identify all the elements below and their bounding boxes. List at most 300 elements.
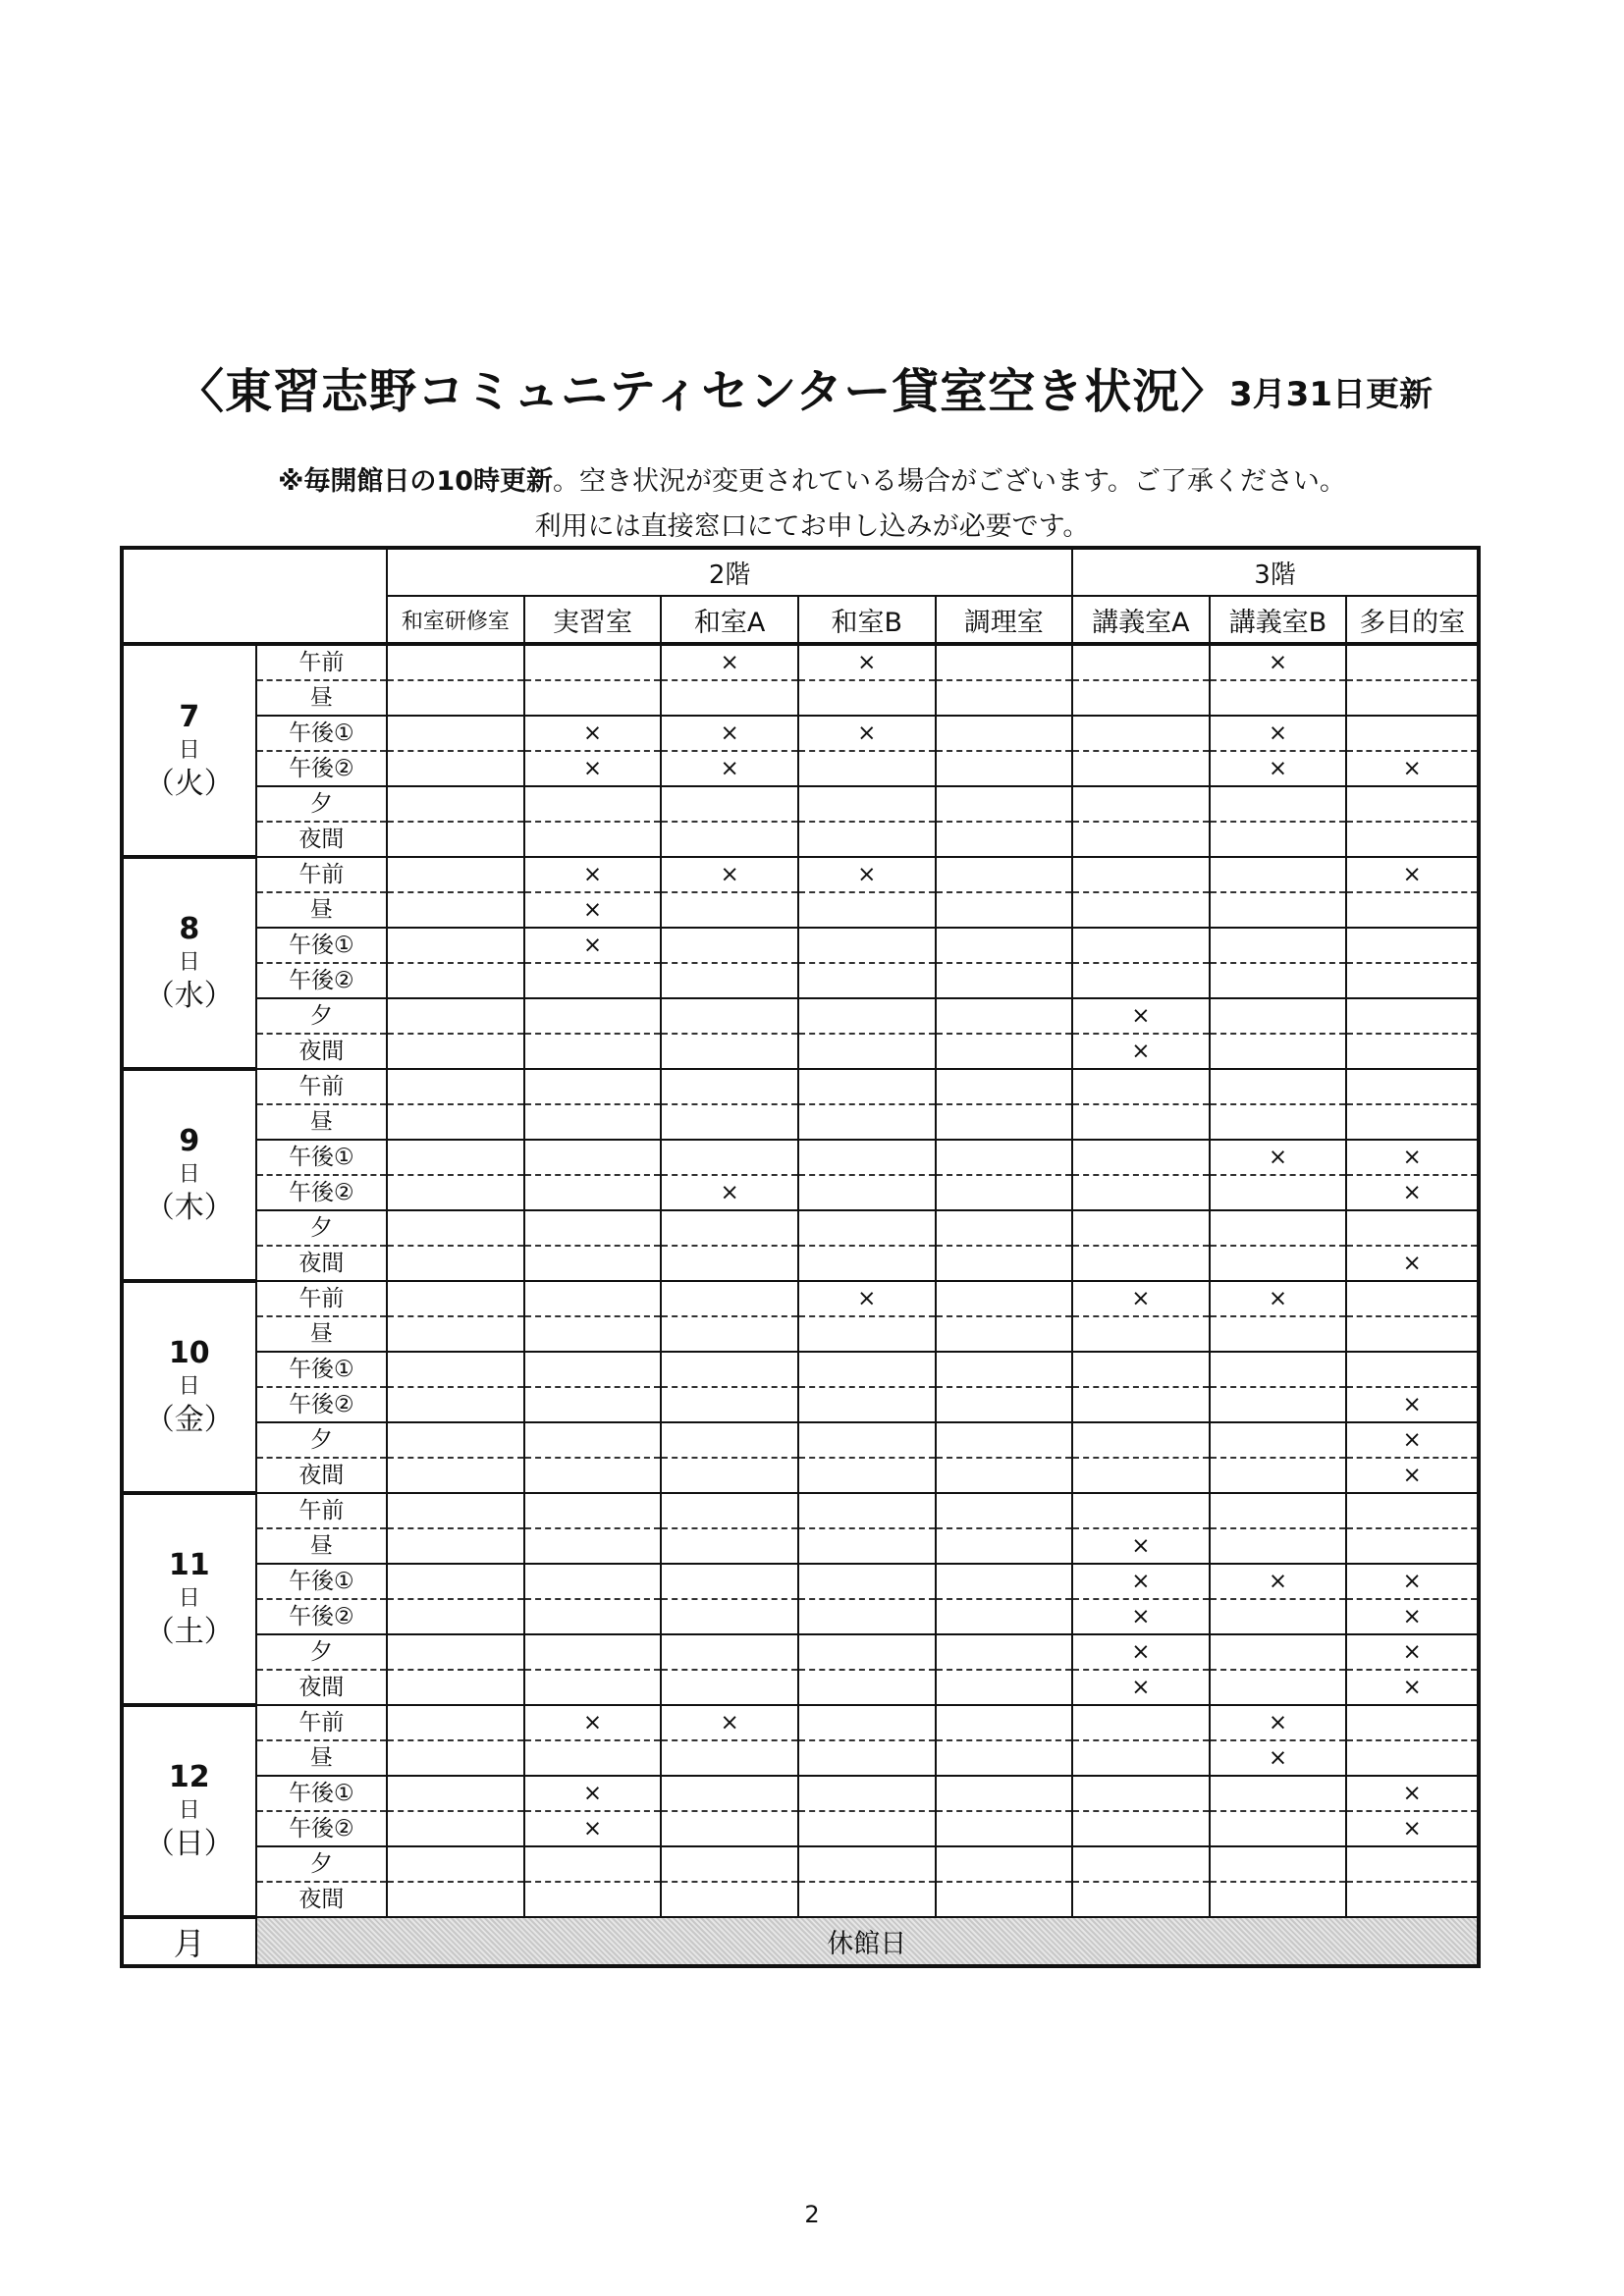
available-cell	[524, 1210, 662, 1246]
room-header: 和室A	[661, 596, 798, 644]
available-cell	[1072, 1458, 1210, 1493]
booked-mark: ×	[1210, 1281, 1347, 1316]
available-cell	[661, 1316, 798, 1352]
available-cell	[798, 1599, 936, 1634]
available-cell	[661, 1776, 798, 1811]
day-cell	[122, 1493, 256, 1705]
update-date: 3月31日更新	[1229, 375, 1433, 414]
available-cell	[936, 822, 1073, 857]
available-cell	[936, 1104, 1073, 1140]
available-cell	[661, 1140, 798, 1175]
day-number: 8	[179, 912, 200, 946]
available-cell	[1072, 680, 1210, 716]
available-cell	[1072, 1352, 1210, 1387]
closed-day-label: 月	[122, 1917, 256, 1966]
available-cell	[798, 1422, 936, 1458]
available-cell	[798, 1352, 936, 1387]
day-unit: 日	[178, 1374, 200, 1399]
slot-label: 午後②	[256, 1811, 388, 1846]
available-cell	[661, 1422, 798, 1458]
slot-label: 午前	[256, 1069, 388, 1104]
available-cell	[387, 1104, 524, 1140]
available-cell	[524, 1564, 662, 1599]
available-cell	[1210, 1599, 1347, 1634]
available-cell	[798, 822, 936, 857]
available-cell	[524, 1458, 662, 1493]
available-cell	[936, 1599, 1073, 1634]
available-cell	[936, 1316, 1073, 1352]
available-cell	[936, 786, 1073, 822]
available-cell	[387, 1387, 524, 1422]
day-cell	[122, 644, 256, 857]
booked-mark: ×	[1210, 1705, 1347, 1740]
available-cell	[387, 1705, 524, 1740]
available-cell	[1346, 1034, 1479, 1069]
slot-row	[122, 1034, 1479, 1069]
slot-row	[122, 1352, 1479, 1387]
booked-mark: ×	[1346, 1599, 1479, 1634]
slot-label: 午前	[256, 857, 388, 892]
day-number: 7	[179, 699, 200, 734]
booked-mark: ×	[1346, 1670, 1479, 1705]
available-cell	[661, 1034, 798, 1069]
booked-mark: ×	[798, 857, 936, 892]
available-cell	[1072, 1140, 1210, 1175]
available-cell	[798, 786, 936, 822]
slot-row	[122, 1846, 1479, 1882]
available-cell	[387, 1776, 524, 1811]
available-cell	[524, 998, 662, 1034]
available-cell	[1072, 963, 1210, 998]
booked-mark: ×	[1346, 1246, 1479, 1281]
day-number: 12	[168, 1760, 210, 1794]
available-cell	[524, 680, 662, 716]
available-cell	[387, 680, 524, 716]
available-cell	[661, 963, 798, 998]
available-cell	[1346, 1281, 1479, 1316]
available-cell	[387, 822, 524, 857]
room-header: 和室研修室	[387, 596, 524, 644]
available-cell	[1346, 1740, 1479, 1776]
notice-line-1	[0, 459, 1624, 498]
header-corner	[122, 548, 387, 644]
slot-row	[122, 1210, 1479, 1246]
slot-row	[122, 1599, 1479, 1634]
available-cell	[524, 1069, 662, 1104]
slot-label: 午後②	[256, 1599, 388, 1634]
available-cell	[661, 892, 798, 928]
day-cell	[122, 1281, 256, 1493]
booked-mark: ×	[1072, 998, 1210, 1034]
slot-row	[122, 644, 1479, 680]
available-cell	[1346, 786, 1479, 822]
slot-row	[122, 1140, 1479, 1175]
available-cell	[524, 1740, 662, 1776]
slot-label: 夕	[256, 1210, 388, 1246]
available-cell	[1346, 1104, 1479, 1140]
booked-mark: ×	[798, 1281, 936, 1316]
available-cell	[387, 1316, 524, 1352]
slot-label: 午前	[256, 1281, 388, 1316]
available-cell	[661, 928, 798, 963]
booked-mark: ×	[661, 716, 798, 751]
booked-mark: ×	[1210, 1140, 1347, 1175]
slot-label: 夕	[256, 1846, 388, 1882]
slot-label: 午後①	[256, 1564, 388, 1599]
slot-label: 午後①	[256, 1140, 388, 1175]
available-cell	[936, 1034, 1073, 1069]
available-cell	[661, 1246, 798, 1281]
available-cell	[798, 1811, 936, 1846]
available-cell	[387, 1140, 524, 1175]
available-cell	[936, 751, 1073, 786]
booked-mark: ×	[524, 857, 662, 892]
available-cell	[798, 1069, 936, 1104]
slot-row	[122, 1458, 1479, 1493]
available-cell	[387, 1175, 524, 1210]
available-cell	[936, 1175, 1073, 1210]
booked-mark: ×	[661, 644, 798, 680]
available-cell	[661, 1564, 798, 1599]
available-cell	[661, 1740, 798, 1776]
available-cell	[387, 1493, 524, 1528]
available-cell	[936, 1811, 1073, 1846]
available-cell	[661, 1882, 798, 1917]
slot-label: 午後①	[256, 1352, 388, 1387]
slot-label: 午後②	[256, 751, 388, 786]
slot-label: 夕	[256, 1422, 388, 1458]
slot-label: 午後①	[256, 716, 388, 751]
closed-row	[122, 1917, 1479, 1966]
available-cell	[936, 1210, 1073, 1246]
booked-mark: ×	[1072, 1670, 1210, 1705]
booked-mark: ×	[524, 892, 662, 928]
slot-label: 午前	[256, 644, 388, 680]
available-cell	[936, 963, 1073, 998]
slot-row	[122, 857, 1479, 892]
available-cell	[1346, 1352, 1479, 1387]
available-cell	[798, 1846, 936, 1882]
available-cell	[1072, 1740, 1210, 1776]
available-cell	[936, 928, 1073, 963]
available-cell	[936, 1882, 1073, 1917]
booked-mark: ×	[798, 644, 936, 680]
available-cell	[387, 1811, 524, 1846]
booked-mark: ×	[1346, 1458, 1479, 1493]
available-cell	[1210, 1387, 1347, 1422]
day-weekday: （土）	[144, 1615, 234, 1649]
available-cell	[1210, 928, 1347, 963]
available-cell	[936, 716, 1073, 751]
slot-label: 夜間	[256, 1670, 388, 1705]
available-cell	[524, 786, 662, 822]
available-cell	[661, 1069, 798, 1104]
available-cell	[661, 1528, 798, 1564]
available-cell	[1072, 1387, 1210, 1422]
slot-row	[122, 1705, 1479, 1740]
available-cell	[524, 1422, 662, 1458]
available-cell	[1072, 1175, 1210, 1210]
available-cell	[661, 786, 798, 822]
available-cell	[1210, 1246, 1347, 1281]
available-cell	[936, 1634, 1073, 1670]
day-weekday: （日）	[144, 1827, 234, 1861]
available-cell	[1346, 1493, 1479, 1528]
day-number: 9	[179, 1124, 200, 1158]
available-cell	[661, 1493, 798, 1528]
available-cell	[1210, 1882, 1347, 1917]
available-cell	[798, 1458, 936, 1493]
notice-rest: 。空き状況が変更されている場合がございます。ご了承ください。	[552, 466, 1346, 497]
available-cell	[936, 680, 1073, 716]
slot-row	[122, 1422, 1479, 1458]
available-cell	[524, 644, 662, 680]
slot-row	[122, 751, 1479, 786]
available-cell	[798, 1034, 936, 1069]
slot-label: 昼	[256, 1316, 388, 1352]
available-cell	[387, 1740, 524, 1776]
available-cell	[524, 1528, 662, 1564]
available-cell	[1346, 644, 1479, 680]
available-cell	[661, 1634, 798, 1670]
available-cell	[524, 1599, 662, 1634]
slot-row	[122, 1811, 1479, 1846]
available-cell	[798, 1104, 936, 1140]
available-cell	[936, 1352, 1073, 1387]
available-cell	[1346, 1882, 1479, 1917]
available-cell	[1072, 1846, 1210, 1882]
day-unit: 日	[178, 950, 200, 975]
available-cell	[1072, 822, 1210, 857]
booked-mark: ×	[1346, 751, 1479, 786]
available-cell	[387, 644, 524, 680]
booked-mark: ×	[1346, 1564, 1479, 1599]
available-cell	[524, 1316, 662, 1352]
slot-row	[122, 1634, 1479, 1670]
available-cell	[387, 1634, 524, 1670]
available-cell	[387, 1281, 524, 1316]
available-cell	[936, 892, 1073, 928]
available-cell	[387, 1882, 524, 1917]
booked-mark: ×	[1210, 751, 1347, 786]
available-cell	[387, 928, 524, 963]
available-cell	[798, 1564, 936, 1599]
table-header	[122, 548, 1479, 644]
day-weekday: （金）	[144, 1403, 234, 1437]
slot-row	[122, 998, 1479, 1034]
slot-label: 午後①	[256, 928, 388, 963]
day-unit: 日	[178, 1798, 200, 1823]
available-cell	[524, 1034, 662, 1069]
available-cell	[936, 1281, 1073, 1316]
booked-mark: ×	[1210, 644, 1347, 680]
booked-mark: ×	[524, 716, 662, 751]
available-cell	[661, 1387, 798, 1422]
available-cell	[798, 680, 936, 716]
available-cell	[1210, 963, 1347, 998]
day-number: 10	[168, 1336, 210, 1370]
slot-row	[122, 1281, 1479, 1316]
available-cell	[1210, 892, 1347, 928]
slot-row	[122, 1670, 1479, 1705]
available-cell	[1346, 998, 1479, 1034]
available-cell	[936, 1564, 1073, 1599]
booked-mark: ×	[524, 1776, 662, 1811]
available-cell	[1072, 716, 1210, 751]
slot-label: 昼	[256, 1104, 388, 1140]
slot-row	[122, 1246, 1479, 1281]
available-cell	[661, 1599, 798, 1634]
available-cell	[661, 998, 798, 1034]
slot-row	[122, 1175, 1479, 1210]
available-cell	[387, 1528, 524, 1564]
available-cell	[387, 1210, 524, 1246]
booked-mark: ×	[798, 716, 936, 751]
available-cell	[524, 1493, 662, 1528]
availability-table	[120, 546, 1481, 1968]
room-header: 実習室	[524, 596, 662, 644]
booked-mark: ×	[1210, 1740, 1347, 1776]
available-cell	[1072, 644, 1210, 680]
slot-label: 夜間	[256, 822, 388, 857]
available-cell	[1210, 1528, 1347, 1564]
available-cell	[798, 1387, 936, 1422]
slot-label: 夜間	[256, 1246, 388, 1281]
available-cell	[936, 1458, 1073, 1493]
room-header: 講義室A	[1072, 596, 1210, 644]
booked-mark: ×	[1346, 1387, 1479, 1422]
available-cell	[936, 1705, 1073, 1740]
available-cell	[798, 1776, 936, 1811]
available-cell	[524, 1281, 662, 1316]
slot-row	[122, 892, 1479, 928]
room-header: 多目的室	[1346, 596, 1479, 644]
slot-row	[122, 928, 1479, 963]
available-cell	[1210, 1493, 1347, 1528]
slot-label: 昼	[256, 892, 388, 928]
available-cell	[1210, 1210, 1347, 1246]
slot-label: 午後②	[256, 1387, 388, 1422]
available-cell	[1346, 963, 1479, 998]
available-cell	[798, 892, 936, 928]
page-number: 2	[804, 2201, 820, 2228]
available-cell	[1072, 1882, 1210, 1917]
available-cell	[1346, 1846, 1479, 1882]
floor-2-header: 2階	[387, 548, 1072, 596]
available-cell	[798, 998, 936, 1034]
slot-row	[122, 1387, 1479, 1422]
day-weekday: （火）	[144, 766, 234, 801]
available-cell	[936, 1846, 1073, 1882]
slot-row	[122, 1104, 1479, 1140]
available-cell	[1210, 857, 1347, 892]
available-cell	[661, 1281, 798, 1316]
available-cell	[798, 1634, 936, 1670]
booked-mark: ×	[1346, 1422, 1479, 1458]
available-cell	[798, 1705, 936, 1740]
available-cell	[524, 1670, 662, 1705]
available-cell	[387, 1846, 524, 1882]
available-cell	[1210, 1034, 1347, 1069]
available-cell	[1210, 1422, 1347, 1458]
available-cell	[1346, 716, 1479, 751]
available-cell	[798, 1740, 936, 1776]
available-cell	[661, 1811, 798, 1846]
day-unit: 日	[178, 1586, 200, 1611]
available-cell	[524, 822, 662, 857]
slot-row	[122, 1493, 1479, 1528]
booked-mark: ×	[1072, 1034, 1210, 1069]
available-cell	[798, 1670, 936, 1705]
booked-mark: ×	[524, 751, 662, 786]
available-cell	[798, 1175, 936, 1210]
slot-row	[122, 1528, 1479, 1564]
day-cell	[122, 857, 256, 1069]
day-weekday: （水）	[144, 979, 234, 1013]
available-cell	[524, 1104, 662, 1140]
available-cell	[798, 1493, 936, 1528]
page-title: 〈東習志野コミュニティセンター貸室空き状況〉	[177, 364, 1229, 419]
available-cell	[387, 1458, 524, 1493]
available-cell	[524, 1882, 662, 1917]
available-cell	[1210, 822, 1347, 857]
closed-text: 休館日	[256, 1917, 1479, 1966]
slot-row	[122, 963, 1479, 998]
room-header: 講義室B	[1210, 596, 1347, 644]
slot-label: 午後②	[256, 963, 388, 998]
available-cell	[524, 1140, 662, 1175]
available-cell	[1210, 1811, 1347, 1846]
available-cell	[798, 1210, 936, 1246]
day-unit: 日	[178, 1162, 200, 1187]
booked-mark: ×	[1072, 1599, 1210, 1634]
day-number: 11	[168, 1548, 210, 1582]
available-cell	[1210, 998, 1347, 1034]
slot-label: 夕	[256, 998, 388, 1034]
available-cell	[387, 1034, 524, 1069]
available-cell	[661, 680, 798, 716]
booked-mark: ×	[1346, 1776, 1479, 1811]
available-cell	[936, 998, 1073, 1034]
available-cell	[1072, 1069, 1210, 1104]
available-cell	[1072, 1776, 1210, 1811]
available-cell	[1346, 928, 1479, 963]
available-cell	[1346, 822, 1479, 857]
available-cell	[524, 1846, 662, 1882]
available-cell	[1072, 1104, 1210, 1140]
available-cell	[936, 1140, 1073, 1175]
booked-mark: ×	[1072, 1281, 1210, 1316]
available-cell	[1072, 892, 1210, 928]
available-cell	[1210, 1316, 1347, 1352]
available-cell	[936, 1422, 1073, 1458]
slot-label: 昼	[256, 680, 388, 716]
slot-row	[122, 1316, 1479, 1352]
booked-mark: ×	[1346, 1140, 1479, 1175]
available-cell	[387, 998, 524, 1034]
slot-label: 夕	[256, 786, 388, 822]
available-cell	[1210, 1670, 1347, 1705]
slot-row	[122, 1776, 1479, 1811]
available-cell	[387, 857, 524, 892]
available-cell	[1210, 786, 1347, 822]
available-cell	[1072, 1493, 1210, 1528]
booked-mark: ×	[661, 857, 798, 892]
available-cell	[1210, 1846, 1347, 1882]
available-cell	[936, 1069, 1073, 1104]
available-cell	[387, 1069, 524, 1104]
available-cell	[387, 1564, 524, 1599]
